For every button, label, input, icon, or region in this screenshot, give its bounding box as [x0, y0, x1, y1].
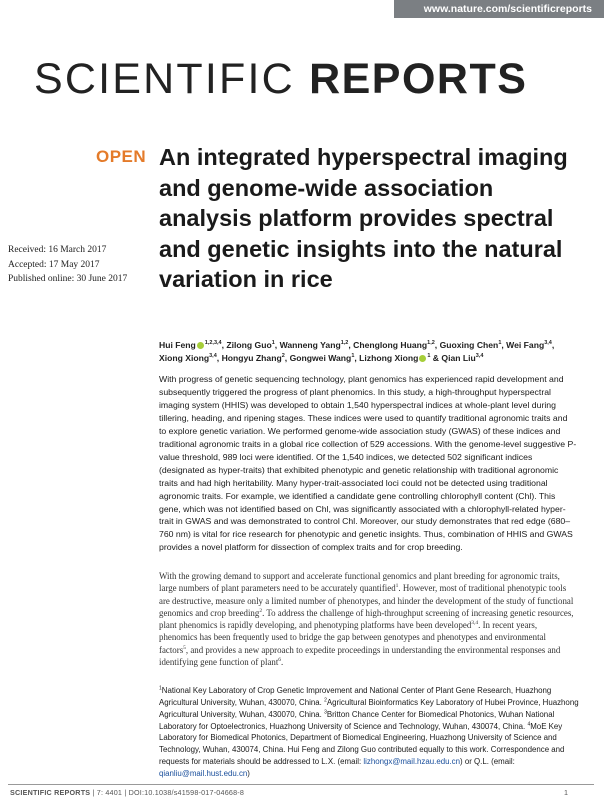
author-affil: 3,4 [209, 353, 217, 360]
affil-marker: 4 [527, 720, 531, 727]
reference-link[interactable]: 1 [395, 583, 399, 590]
author-affil: 1 [498, 340, 502, 347]
article-title: An integrated hyperspectral imaging and genome-wide association analysis platform provides spectral and genetic insights into the natural variation in rice [159, 144, 568, 292]
author-name[interactable]: Wei Fang [506, 340, 545, 350]
author-name[interactable]: Guoxing Chen [439, 340, 499, 350]
intro-text: . [281, 657, 284, 668]
orcid-icon[interactable] [419, 355, 426, 362]
footer-divider [8, 784, 594, 785]
journal-url[interactable]: www.nature.com/scientificreports [423, 3, 592, 15]
author-name[interactable]: Qian Liu [441, 353, 476, 363]
author-affil: 1 [351, 353, 355, 360]
published-date: Published online: 30 June 2017 [8, 274, 128, 285]
affil-text: MoE Key Laboratory for Biomedical Photonics, Department of Biomedical Engineering, Huazhong University of Science and Technology, Wuhan, 430074, China. Hui Feng and Zilong Guo contributed equally to this work. Correspondence and requests for materials should be addressed to L.X. (email: [159, 721, 565, 767]
intro-text: . To address the challenge of high-throughput screening of increasing genetic resources, plant phenomics is rapidly developing, and phenotyping platforms have been developed [159, 607, 574, 631]
author-affil: 1 [427, 353, 431, 360]
open-access-label: OPEN [96, 147, 147, 166]
author-affil: 2 [281, 353, 285, 360]
author-affil: 1,2 [340, 340, 349, 347]
author-affil: 3,4 [475, 353, 484, 360]
author-name[interactable]: Lizhong Xiong [359, 353, 419, 363]
correspondence-email-link[interactable]: qianliu@mail.hust.edu.cn [159, 768, 248, 778]
introduction-paragraph [159, 570, 577, 668]
footer-citation [10, 788, 244, 797]
reference-link[interactable]: 6 [278, 657, 282, 664]
abstract-text: With progress of genetic sequencing technology, plant genomics has experienced rapid development and subsequently triggered the progress of plant phenomics. In this study, a high-throughput hyperspectral imaging system (HHIS) was developed to obtain 1,540 hyperspectral indices at whole-plant level during tillering, heading, and ripening stages. These indices were used to quantify traditional agronomic traits and to explore genetic variation. We performed genome-wide association study (GWAS) of these indices and traditional agronomic traits in a global rice collection of 529 accessions. With the genome-level suggestive P-value threshold, 989 loci were identified. Of the 1,540 indices, we detected 502 significant indices (designated as hyper-traits) that exhibited phenotypic and genetic relationship with traditional agronomic traits and had high heritability. Many hyper-trait-associated loci could not be detected using traditional agronomic traits. For example, we identified a candidate gene controlling chlorophyll content (Chl). This gene, which was not identified based on Chl, was significantly associated with a chlorophyll-related hyper-trait in GWAS and was demonstrated to control Chl. Moreover, our study demonstrates that red edge (680–760 nm) is vital for rice research for phenotypic and genetic insights. Thus, combination of HHIS and GWAS provides a novel platform for dissection of complex traits and for crop breeding. [159, 374, 577, 553]
footer-doi: | 7: 4401 | DOI:10.1038/s41598-017-04668-8 [90, 788, 245, 797]
affil-marker: 2 [324, 697, 327, 704]
affil-marker: 3 [324, 709, 327, 716]
reference-link[interactable]: 3,4 [471, 620, 479, 627]
page-number: 1 [564, 788, 568, 797]
logo-word-reports: REPORTS [309, 55, 528, 103]
reference-link[interactable]: 2 [259, 607, 263, 614]
logo-word-scientific: SCIENTIFIC [34, 55, 295, 103]
journal-url-bar [394, 0, 604, 18]
footer-journal: SCIENTIFIC REPORTS [10, 788, 91, 797]
abstract [159, 373, 577, 554]
author-name[interactable]: Xiong Xiong [159, 353, 210, 363]
article-dates [8, 243, 148, 287]
affil-text: ) [247, 768, 250, 778]
author-affil: 3,4 [544, 340, 552, 347]
intro-text: With the growing demand to support and accelerate functional genomics and plant breeding for agronomic traits, large numbers of plant parameters need to be accurately quantified [159, 571, 560, 594]
author-name[interactable]: Wanneng Yang [279, 340, 341, 350]
author-name[interactable]: Hongyu Zhang [221, 353, 282, 363]
accepted-date: Accepted: 17 May 2017 [8, 259, 100, 270]
received-date: Received: 16 March 2017 [8, 245, 107, 255]
affil-marker: 1 [159, 685, 162, 692]
correspondence-email-link[interactable]: lizhongx@mail.hzau.edu.cn [363, 757, 461, 767]
author-name[interactable]: Gongwei Wang [289, 353, 352, 363]
orcid-icon[interactable] [197, 342, 204, 349]
author-affil: 1 [271, 340, 275, 347]
affil-text: National Key Laboratory of Crop Genetic Improvement and National Center of Plant Gene Research, Huazhong Agricultural University, Wuhan, 430070, China. [159, 686, 552, 707]
author-name[interactable]: Zilong Guo [226, 340, 272, 350]
intro-text: . However, most of traditional phenotypic tools are destructive, measure only a limited number of phenotypes, and hinder the development of the study of functional genomics and crop breeding [159, 583, 574, 618]
intro-text: , and provides a new approach to expedite proceedings in understanding the environmental responses and identifying gene function of plant [159, 644, 561, 668]
reference-link[interactable]: 5 [183, 644, 186, 651]
affiliations [159, 685, 579, 780]
affil-text: ) or Q.L. (email: [460, 757, 515, 767]
affil-text: Britton Chance Center for Biomedical Photonics, Wuhan National Laboratory for Optoelectronics, Huazhong University of Science and Technology, Wuhan, 430074, China. [159, 709, 555, 731]
author-name[interactable]: Chenglong Huang [353, 340, 428, 350]
author-list: Hui Feng $^{1,2,3,4}$, Zilong Guo$^1$, Wanneng Yang$^{1,2}$, Chenglong Huang$^{1,2}$, Guoxing Chen$^1$, Wei Fang$^{3,4}$, Xiong Xiong$^{3,4}$, Hongyu Zhang$^2$, Gongwei Wang$^1$, Lizhong Xiong $^1$ & Qian Liu$^{3,4}$ [159, 340, 555, 363]
intro-text: . In recent years, phenomics has been frequently used to bridge the gap between genotypes and phenotypes and environmental factors [159, 620, 546, 655]
author-affil: 1,2 [427, 340, 435, 347]
author-affil: 1,2,3,4 [204, 340, 222, 347]
affil-text: Agricultural Bioinformatics Key Laboratory of Hubei Province, Huazhong Agricultural University, Wuhan, 430070, China. [159, 697, 579, 719]
author-name[interactable]: Hui Feng [159, 340, 196, 350]
journal-logo [34, 54, 574, 104]
